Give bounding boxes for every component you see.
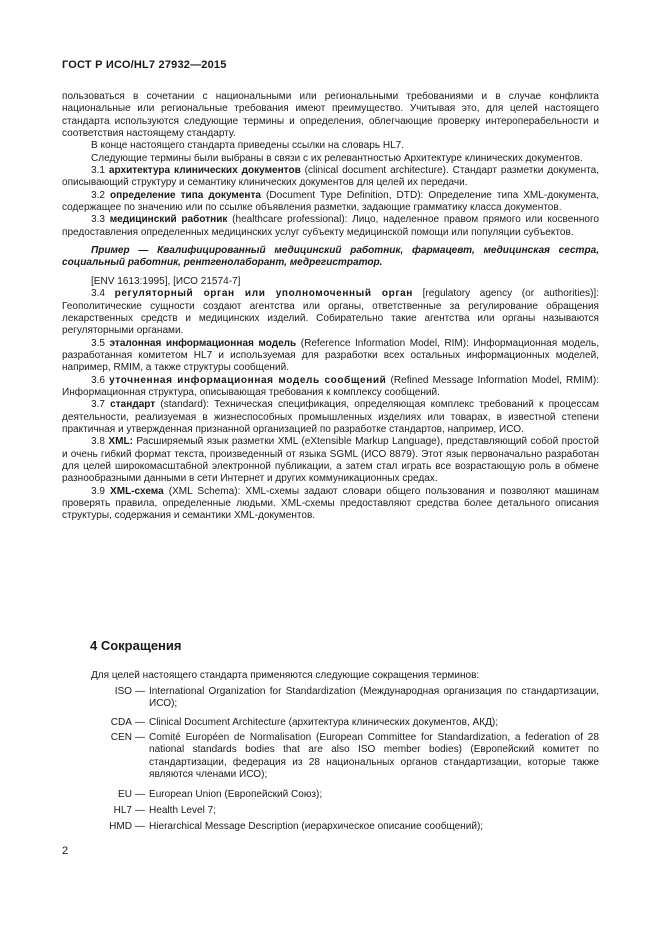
term-3-2: 3.2 определение типа документа (Document Type Definition, DTD): Определение типа XML-документа, содержащее по значению или по ссылке объявления разметки, задающие грамматику класса документов. bbox=[62, 189, 599, 214]
abbreviations-intro: Для целей настоящего стандарта применяются следующие сокращения терминов: bbox=[91, 670, 480, 681]
term-3-6: 3.6 уточненная информационная модель сообщений (Refined Message Information Model, RMIM): Информационная структура, описывающая требования к комплексу сообщений. bbox=[62, 374, 599, 398]
example-note: Пример — Квалифицированный медицинский работник, фармацевт, медицинская сестра, социальный работник, рентгенолаборант, медрегистратор. bbox=[62, 245, 599, 269]
abbreviation-code: ISO bbox=[114, 686, 132, 697]
paragraph: пользоваться в сочетании с национальными или региональными требованиями и в случае конфликта национальные или региональные требования имеют преимущество. Учитывая это, для целей настоящего стандарта используются следующие термины и определения, облегчающие проверку интероперабельности и соответствия настоящему стандарту. bbox=[62, 91, 599, 140]
term-name: регуляторный орган или уполномоченный орган bbox=[114, 288, 413, 300]
abbreviation-code: HL7 bbox=[113, 805, 132, 816]
term-name: определение типа документа bbox=[110, 189, 261, 201]
term-name: архитектура клинических документов bbox=[108, 165, 301, 177]
term-name: эталонная информационная модель bbox=[109, 337, 297, 349]
reference-list: [ENV 1613:1995], [ИСО 21574-7] bbox=[91, 275, 241, 287]
term-3-3: 3.3 медицинский работник (healthcare professional): Лицо, наделенное правом прямого или косвенного предоставления определенных медицинских услуг субъекту медицинской помощи или популяции субъектов. bbox=[62, 214, 600, 238]
term-name: медицинский работник bbox=[109, 214, 228, 226]
paragraph: В конце настоящего стандарта приведены ссылки на словарь HL7. bbox=[91, 140, 405, 152]
abbreviation-code: EU bbox=[118, 789, 132, 800]
term-name: уточненная информационная модель сообщений bbox=[109, 374, 387, 386]
document-header: ГОСТ Р ИСО/HL7 27932—2015 bbox=[62, 59, 227, 71]
abbreviation-definition: European Union (Европейский Союз); bbox=[149, 789, 323, 800]
abbreviation-code: HMD bbox=[109, 821, 132, 832]
abbreviation-definition: Hierarchical Message Description (иерархическое описание сообщений); bbox=[149, 821, 484, 832]
paragraph: Следующие термины были выбраны в связи с их релевантностью Архитектуре клинических документов. bbox=[91, 152, 583, 164]
term-3-1: 3.1 архитектура клинических документов (clinical document architecture). Стандарт разметки документа, описывающий структуру и семантику клинических документов для целей их передачи. bbox=[62, 165, 599, 189]
abbreviation-definition: Comité Européen de Normalisation (European Committee for Standardization, a federation of 28 national standards bodies that are also ISO member bodies) (Европейский комитет по стандартизации, федерация из 28 национальных органов стандартизации, которые также являются членами ИСО); bbox=[149, 732, 599, 781]
abbreviation-definition: Health Level 7; bbox=[149, 805, 217, 816]
abbreviation-definition: Clinical Document Architecture (архитектура клинических документов, АКД); bbox=[149, 717, 499, 728]
page-number: 2 bbox=[62, 845, 69, 857]
term-name: XML-схема bbox=[110, 485, 164, 497]
term-3-7: 3.7 стандарт (standard): Техническая спецификация, определяющая комплекс требований к процессам деятельности, реализуемая в жизнеспособных промышленных изделиях или товарах, в известной степени практичная и утвержденная признанной организацией по разработке стандартов, например, ИСО. bbox=[62, 399, 599, 435]
term-name: стандарт bbox=[110, 399, 156, 411]
abbreviation-code: CDA bbox=[110, 717, 132, 728]
abbreviation-definition: International Organization for Standardization (Международная организация по стандартизации, ИСО); bbox=[149, 686, 599, 710]
term-3-8: 3.8 XML: Расширяемый язык разметки XML (eXtensible Markup Language), представляющий собой простой и очень гибкий формат текста, произведенный от языка SGML (ИСО 8879). Этот язык первоначально разработан для целей широкомасштабной электронной публикации, а затем стал играть все возрастающую роль в обмене разнообразными данными в сети Интернет и других коммуникационных средах. bbox=[62, 436, 599, 485]
term-3-5: 3.5 эталонная информационная модель (Reference Information Model, RIM): Информационная модель, разработанная комитетом HL7 и используемая для разработки всех остальных информационных моделей, например, RMIM, а также структуры сообщений. bbox=[62, 337, 599, 374]
document-body bbox=[62, 91, 599, 523]
term-3-4: 3.4 регуляторный орган или уполномоченный орган [regulatory agency (or authorities)]: Геополитические сущности создают агентства или органы, ответственные за регулирование обращения лекарственных средств и медицинских изделий. Собирательно такие агентства или органы называются регуляторными органами. bbox=[62, 288, 599, 337]
term-name: XML: bbox=[108, 436, 133, 448]
abbreviation-code: CEN bbox=[110, 732, 132, 743]
term-3-9: 3.9 XML-схема (XML Schema): XML-схемы задают словари общего пользования и позволяют машинам проверять правила, определенные людьми. XML-схемы предоставляют средства более детального описания структуры, содержания и семантики XML-документов. bbox=[62, 485, 600, 522]
section-heading: 4 Сокращения bbox=[90, 638, 182, 653]
